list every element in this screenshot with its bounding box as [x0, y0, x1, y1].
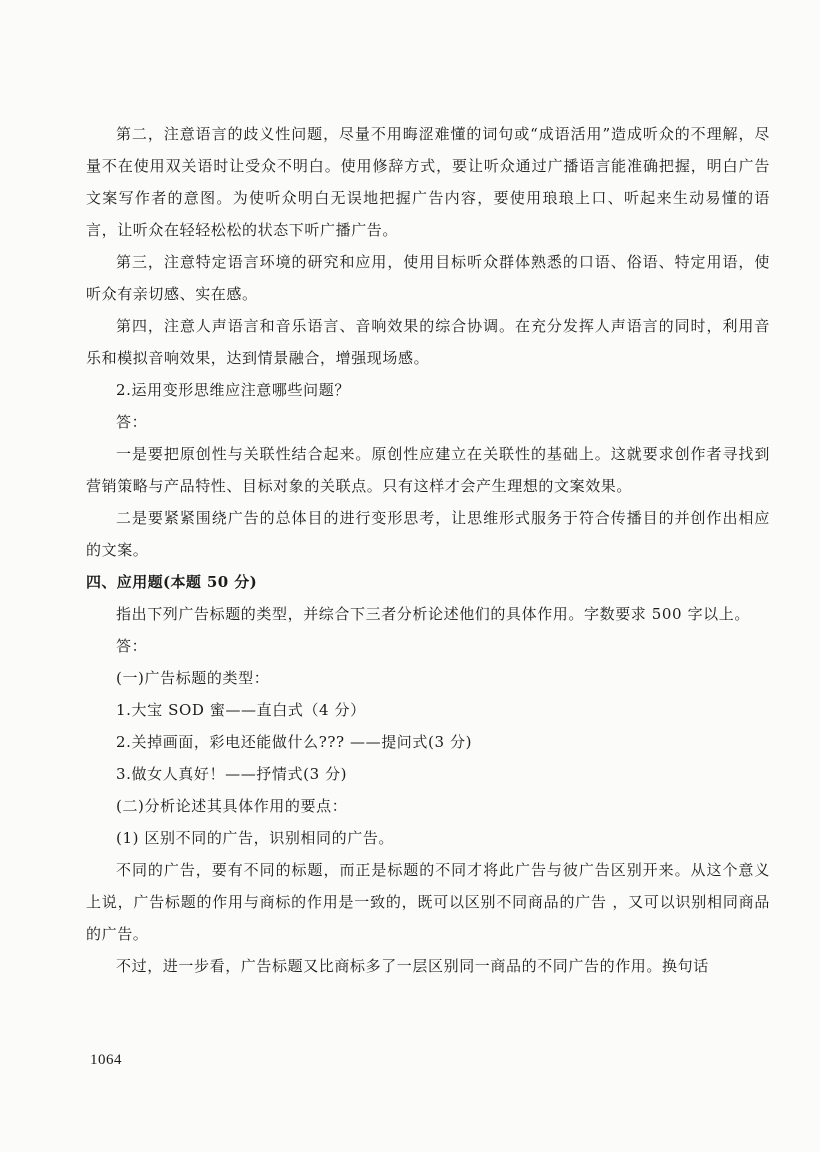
section-heading: 四、应用题(本题 50 分)	[86, 573, 258, 591]
page-number: 1064	[90, 1052, 122, 1068]
body-paragraph: 不同的广告，要有不同的标题，而正是标题的不同才将此广告与彼广告区别开来。从这个意义上说，广告标题的作用与商标的作用是一致的，既可以区别不同商品的广告 ，又可以识别相同商品的广告。	[86, 861, 770, 943]
question-instruction: 指出下列广告标题的类型，并综合下三者分析论述他们的具体作用。字数要求 500 字以上。	[116, 605, 750, 623]
subheading-analysis: (二)分析论述其具体作用的要点：	[116, 797, 348, 815]
paragraph-point-three: 第三，注意特定语言环境的研究和应用，使用目标听众群体熟悉的口语、俗语、特定用语，使听众有亲切感、实在感。	[86, 253, 770, 303]
answer-label: 答：	[116, 637, 148, 655]
body-paragraph-continued: 不过，进一步看，广告标题又比商标多了一层区别同一商品的不同广告的作用。换句话	[116, 957, 709, 975]
question-2: 2.运用变形思维应注意哪些问题？	[116, 381, 350, 399]
point-1: (1) 区别不同的广告，识别相同的广告。	[116, 829, 395, 847]
subheading-headline-types: (一)广告标题的类型：	[116, 669, 270, 687]
list-item: 1.大宝 SOD 蜜——直白式（4 分）	[116, 701, 366, 719]
paragraph-point-two: 第二，注意语言的歧义性问题，尽量不用晦涩难懂的词句或“成语活用”造成听众的不理解，尽量不在使用双关语时让受众不明白。使用修辞方式，要让听众通过广播语言能准确把握，明白广告文案写作者的意图。为使听众明白无误地把握广告内容，要使用琅琅上口、听起来生动易懂的语言，让听众在轻轻松松的状态下听广播广告。	[86, 125, 770, 239]
answer-part-one: 一是要把原创性与关联性结合起来。原创性应建立在关联性的基础上。这就要求创作者寻找到营销策略与产品特性、目标对象的关联点。只有这样才会产生理想的文案效果。	[86, 445, 770, 495]
list-item: 3.做女人真好！——抒情式(3 分)	[116, 765, 348, 783]
paragraph-point-four: 第四，注意人声语言和音乐语言、音响效果的综合协调。在充分发挥人声语言的同时，利用音乐和模拟音响效果，达到情景融合，增强现场感。	[86, 317, 770, 367]
list-item: 2.关掉画面，彩电还能做什么??? ——提问式(3 分)	[116, 733, 473, 751]
answer-part-two: 二是要紧紧围绕广告的总体目的进行变形思考，让思维形式服务于符合传播目的并创作出相应的文案。	[86, 509, 770, 559]
answer-label: 答：	[116, 413, 148, 431]
